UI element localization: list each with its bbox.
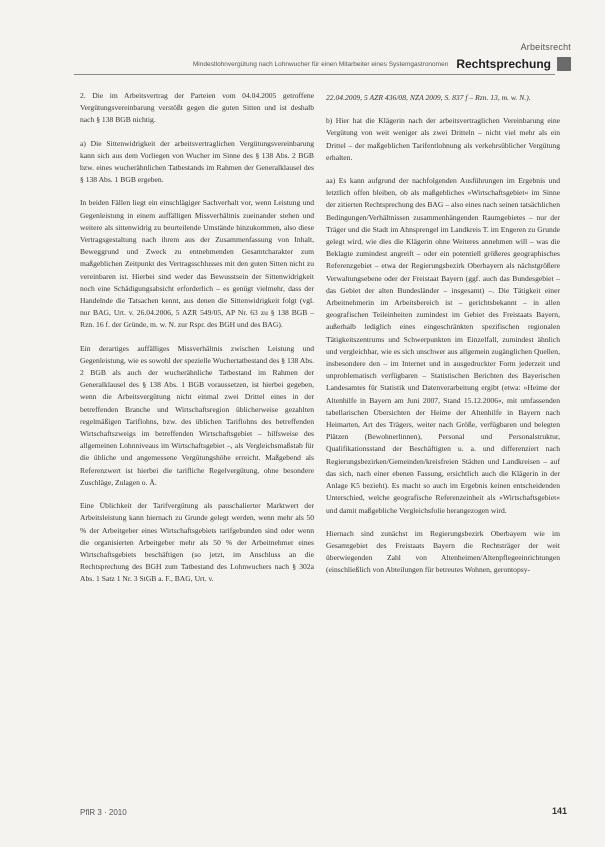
running-header (74, 55, 571, 73)
journal-footer: PflR 3 · 2010 (80, 808, 127, 817)
header-square-mark (557, 57, 571, 71)
header-title: Rechtsprechung (456, 57, 551, 71)
paragraph: a) Die Sittenwidrigkeit der arbeitsvertraglichen Vergütungsvereinbarung kann sich aus dem Vorliegen von Wucher im Sinne des § 138 Abs. 2 BGB bzw. eines wucherähnlichen Tatbestands im Rahmen der Generalklausel des § 138 Abs. 1 BGB ergeben. (80, 138, 314, 185)
paragraph: Eine Üblichkeit der Tarifvergütung als pauschalierter Marktwert der Arbeitsleistung kann hiernach zu Grunde gelegt werden, wenn mehr als 50 % der Arbeitgeber eines Wirtschaftsgebiets tarifgebunden sind oder wenn die organisierten Arbeitgeber mehr als 50 % der Arbeitnehmer eines Wirtschaftsgebiets beschäftigen (so jetzt, im Anschluss an die Rechtsprechung des BGH zum Tatbestand des Lohnwuchers nach § 302a Abs. 1 Satz 1 Nr. 3 StGB a. F., BAG, Urt. v. (80, 501, 314, 584)
section-label: Arbeitsrecht (520, 42, 571, 52)
right-column (326, 92, 560, 588)
paragraph: Ein derartiges auffälliges Missverhältnis zwischen Leistung und Gegenleistung, wie es sowohl der spezielle Wuchertatbestand des § 138 Abs. 2 BGB als auch der wucherähnliche Tatbestand im Rahmen der Generalklausel des § 138 Abs. 1 BGB voraussetzen, ist hierbei gegeben, wenn die Arbeitsvergütung nicht einmal zwei Drittel eines in der betreffenden Branche und Wirtschaftsregion üblicherweise gezahlten regelmäßigen Tariflohns, bzw. des üblichen Tariflohns des betreffenden Wirtschaftszweigs im betreffenden Wirtschaftsgebiet – hilfsweise des allgemeinen Lohnniveaus im Wirtschaftsgebiet –, als Vergleichsmaßstab für die übliche und angemessene Vergütungshöhe erreicht. Maßgebend als Referenzwert ist hierbei die tarifliche Regelvergütung, ohne besondere Zuschläge, Zulagen o. Ä. (80, 343, 314, 487)
paragraph: b) Hier hat die Klägerin nach der arbeitsvertraglichen Vereinbarung eine Vergütung von weit weniger als zwei Dritteln – nicht viel mehr als ein Drittel – der maßgeblichen Tarifentlohnung als verkehrsüblicher Vergütung erhalten. (326, 116, 560, 162)
header-divider (74, 74, 555, 75)
paragraph: aa) Es kann aufgrund der nachfolgenden Ausführungen im Ergebnis und letztlich offen bleiben, ob als maßgebliches »Wirtschaftsgebiet« im Sinne der zitierten Rechtsprechung des BAG – also eines nach seinen tatsächlichen Bedingungen/Verhältnissen zusammenhängenden Raumgebietes – nur der Träger und die Stadt im Ahnsprengel im Landkreis T. im Engeren zu Grunde gelegt wird, wie dies die Klägerin ohne Weiteres annehmen will – was die Beklagte zumindest angreift – oder ein potentiell größeres geographisches Referenzgebiet – etwa der Regierungsbezirk Oberbayern als nächstgrößere Verwaltungsebene oder der Freistaat Bayern (ggf. auch das Bundesgebiet – das Gebiet der alten Bundesländer – insgesamt) –. Die Tätigkeit einer Arbeitnehmerin im Arbeitsbereich ist – gerichtsbekannt – in allen geografischen Teileinheiten zumindest im Gebiet des Freistaats Bayern, außerhalb lediglich eines eingeschränkten spezifischen regionalen Tätigkeitszentrums und Schwerpunkten im Einzelfall, zumindest ähnlich und vergleichbar, wie es sich unschwer aus allgemein zugänglichen Quellen, insbesondere den – im Internet und in ausgedruckter Form jederzeit und unproblematisch verfügbaren – Statistischen Berichten des Bayerischen Landesamtes für Statistik und Datenverarbeitung ergibt (etwa: »Heime der Altenhilfe in Bayern am Juni 2007, Stand 15.12.2006«, mit umfassenden tabellarischen Übersichten der Heime der Altenhilfe in Bayern nach Heimarten, Art des Trägers, weiter nach Größe, verfügbaren und belegten Plätzen (Bewohnerlinnen), Personal und Personalstruktur, Qualifikationsstand der Beschäftigten u. a. und differenziert nach Regierungsbezirken/Gemeinden/kreisfreien Städten und Landkreisen – auf das sich, nach einer ebenen Fassung, ersichtlich auch die Klägerin in der Anlage K5 bezieht). Es macht so auch im Ergebnis keinen entscheidenden Unterschied, welche geografische Referenzeinheit als »Wirtschaftsgebiet« und damit maßgebliche Vergleichsfolie herangezogen wird. (326, 176, 560, 515)
page-number: 141 (551, 806, 567, 816)
paragraph: Hiernach sind zunächst im Regierungsbezirk Oberbayern wie im Gesamtgebiet des Freistaats Bayern die Rechtsträger der weit überwiegenden Zahl von Altenheimen/Altenpflegeeinrichtungen (einschließlich von Abteilungen für betreutes Wohnen, gerontopsy- (326, 528, 560, 575)
left-column (80, 90, 314, 597)
header-subtitle: Mindestlohnvergütung nach Lohnwucher für einen Mitarbeiter eines Systemgastronomen (192, 60, 449, 68)
paragraph: 22.04.2009, 5 AZR 436/08, NZA 2009, S. 837 f – Rzn. 13, m. w. N.). (326, 93, 531, 102)
paragraph: 2. Die im Arbeitsvertrag der Parteien vom 04.04.2005 getroffene Vergütungsvereinbarung verstößt gegen die guten Sitten und ist deshalb nach § 138 BGB nichtig. (80, 91, 314, 125)
paragraph: In beiden Fällen liegt ein einschlägiger Sachverhalt vor, wenn Leistung und Gegenleistung in einem auffälligen Missverhältnis zueinander stehen und weitere als sittenwidrig zu beurteilende Umstände hinzukommen, also diese Vertragsgestaltung nach ihrem aus der Zusammenfassung von Inhalt, Beweggrund und Zweck zu entnehmenden Gesamtcharakter zum maßgeblichen Zeitpunkt des Vertragsschlusses mit den guten Sitten nicht zu vereinbaren ist. Hierbei sind weder das Bewusstsein der Sittenwidrigkeit noch eine Schädigungsabsicht erforderlich – es genügt vielmehr, dass der Handelnde die Tatsachen kennt, aus denen die Sittenwidrigkeit folgt (vgl. nur BAG, Urt. v. 26.04.2006, 5 AZR 549/05, AP Nr. 63 zu § 138 BGB – Rzn. 16 f. der Gründe, m. w. N. zur Rspr. des BGH und des BAG). (80, 198, 314, 330)
